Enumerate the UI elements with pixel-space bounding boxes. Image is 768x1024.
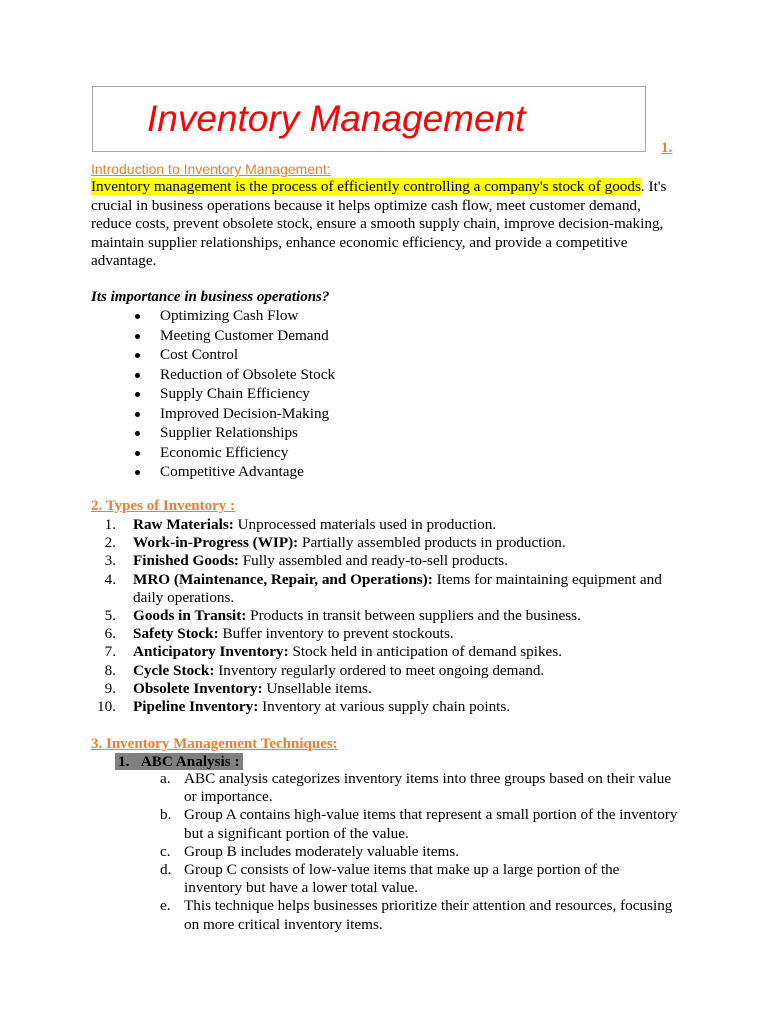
list-item: Economic Efficiency [132, 443, 335, 463]
list-item: 1. Raw Materials: Unprocessed materials used in production. [104, 516, 497, 533]
list-item: 10. Pipeline Inventory: Inventory at various supply chain points. [97, 698, 511, 716]
bullet-icon [135, 314, 140, 319]
list-item: d. Group C consists of low-value items that make up a large portion of the inventory but have a lower total value. [160, 861, 620, 897]
list-item: b. Group A contains high-value items that represent a small portion of the inventory but a significant portion of the value. [160, 806, 678, 842]
list-item: Competitive Advantage [132, 462, 335, 482]
highlighted-text: Inventory management is the process of efficiently controlling a company's stock of goods [91, 178, 641, 195]
list-item: 8. Cycle Stock: Inventory regularly ordered to meet ongoing demand. [104, 661, 545, 679]
list-item: Meeting Customer Demand [132, 326, 335, 346]
bullet-icon [135, 451, 140, 456]
bullet-icon [135, 334, 140, 339]
importance-question: Its importance in business operations? [91, 289, 330, 305]
bullet-icon [135, 392, 140, 397]
list-item: 2. Work-in-Progress (WIP): Partially assembled products in production. [104, 534, 566, 552]
list-item: Cost Control [132, 345, 335, 365]
list-item: 5. Goods in Transit: Products in transit between suppliers and the business. [104, 607, 581, 625]
section-2-heading: 2. Types of Inventory : [91, 498, 236, 514]
list-item: 9. Obsolete Inventory: Unsellable items. [104, 679, 372, 697]
section-1-number: 1. [661, 140, 673, 156]
abc-analysis-list [160, 770, 680, 934]
intro-body-text: . It's crucial in business operations because it helps optimize cash flow, meet customer demand, reduce costs, prevent obsolete stock, ensure a smooth supply chain, improve decision-making, maintain supplier relationships, enhance economic efficiency, and provide a competitive advantage. [91, 178, 667, 270]
list-item: Supplier Relationships [132, 423, 335, 443]
list-item: a. ABC analysis categorizes inventory items into three groups based on their value or importance. [160, 770, 672, 806]
list-item: Reduction of Obsolete Stock [132, 365, 335, 385]
intro-paragraph [91, 178, 681, 271]
list-item: 3. Finished Goods: Fully assembled and ready-to-sell products. [104, 552, 509, 570]
bullet-icon [135, 373, 140, 378]
list-item: Improved Decision-Making [132, 404, 335, 424]
importance-list [132, 306, 335, 482]
list-item: 6. Safety Stock: Buffer inventory to prevent stockouts. [104, 625, 454, 643]
list-item: Supply Chain Efficiency [132, 384, 335, 404]
inventory-types-list [97, 516, 664, 716]
list-item: 7. Anticipatory Inventory: Stock held in anticipation of demand spikes. [104, 643, 562, 661]
list-item: c. Group B includes moderately valuable items. [160, 842, 459, 860]
section-3-heading: 3. Inventory Management Techniques: [91, 736, 338, 752]
section-1-heading: Introduction to Inventory Management: [91, 161, 331, 177]
bullet-icon [135, 412, 140, 417]
list-item: Optimizing Cash Flow [132, 306, 335, 326]
bullet-icon [135, 431, 140, 436]
document-title: Inventory Management [147, 98, 526, 139]
list-item: 4. MRO (Maintenance, Repair, and Operations): Items for maintaining equipment and daily operations. [104, 570, 662, 606]
list-item: e. This technique helps businesses prioritize their attention and resources, focusing on more critical inventory items. [160, 897, 673, 933]
technique-abc-heading: 1. ABC Analysis : [115, 752, 243, 771]
bullet-icon [135, 353, 140, 358]
bullet-icon [135, 470, 140, 475]
